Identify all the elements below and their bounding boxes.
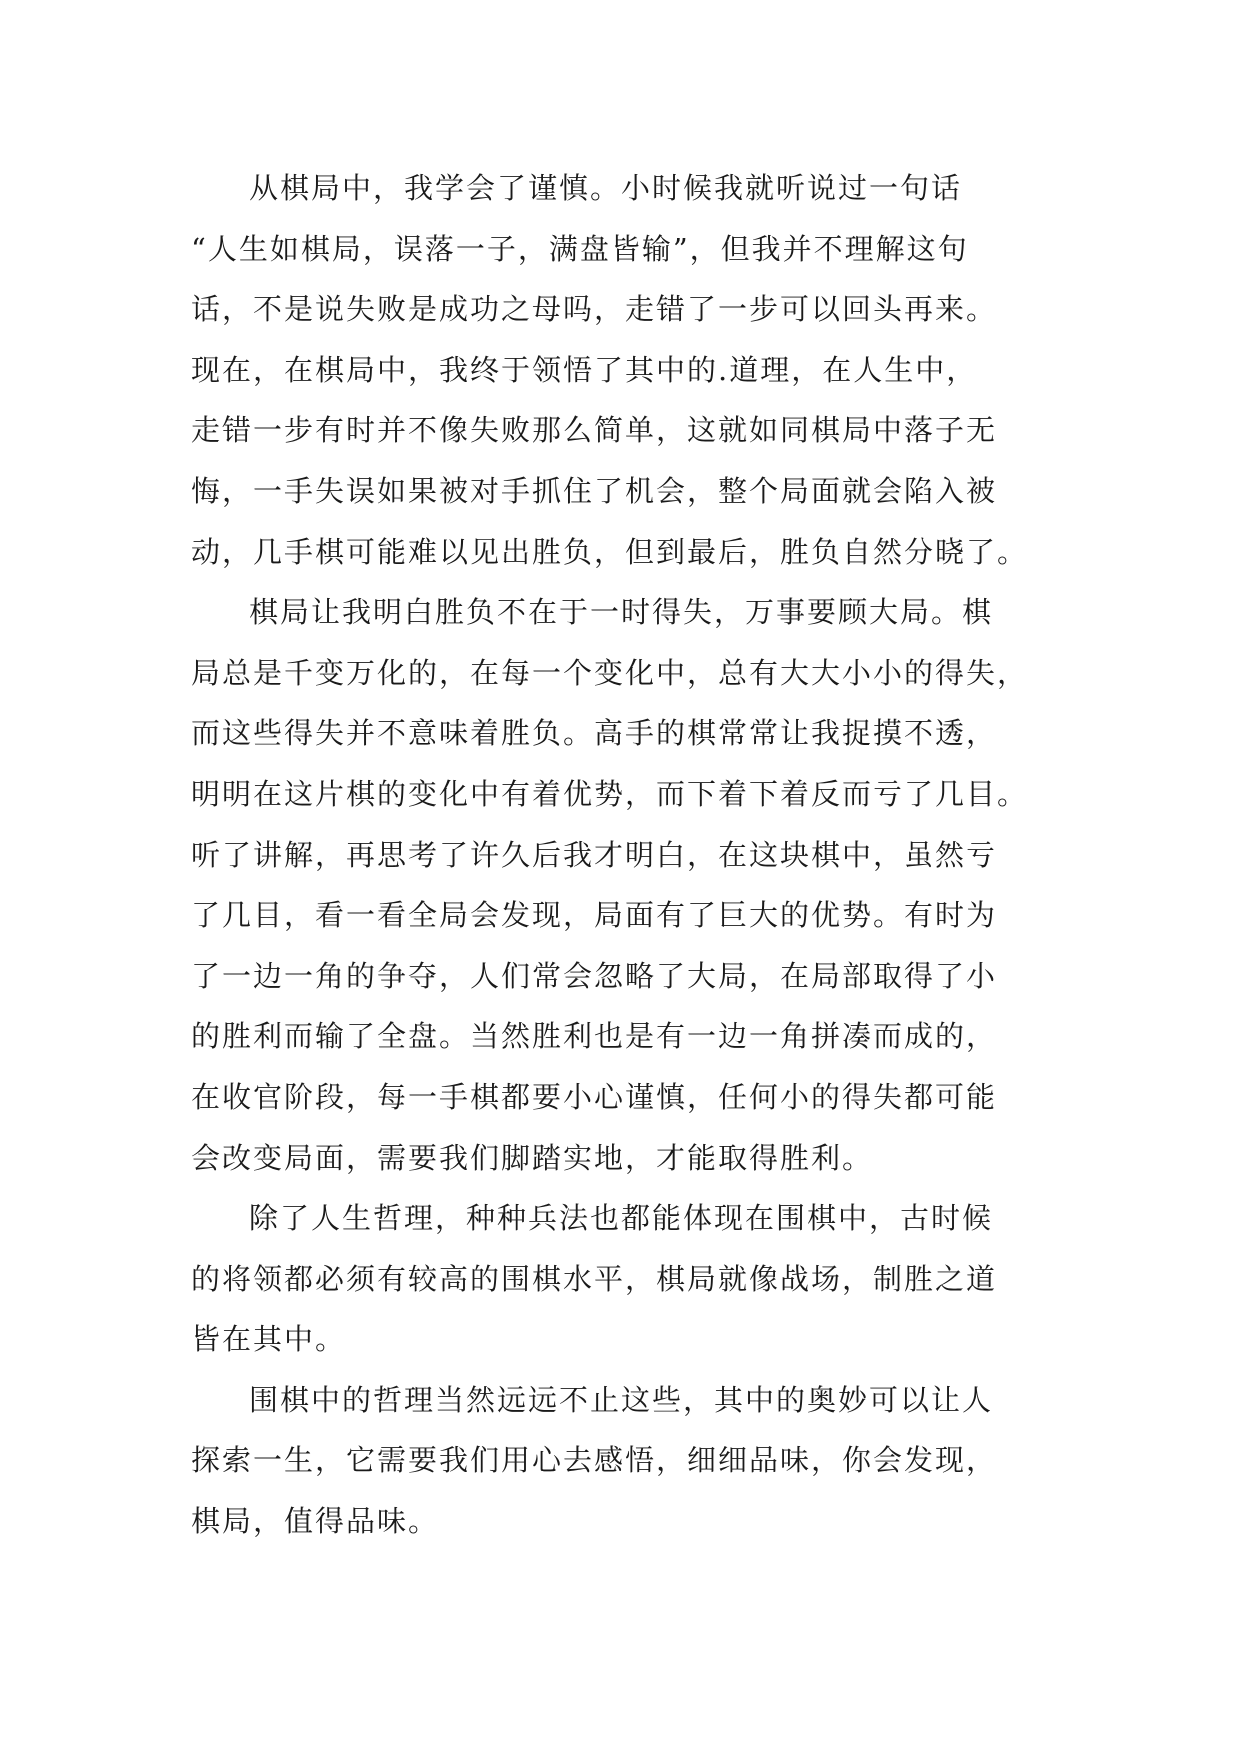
text-line: “人生如棋局，误落一子，满盘皆输”，但我并不理解这句 xyxy=(191,231,969,266)
text-line: 了几目，看一看全局会发现，局面有了巨大的优势。有时为 xyxy=(191,898,998,933)
text-line: 局总是千变万化的，在每一个变化中，总有大大小小的得失， xyxy=(191,655,1029,690)
text-line: 动，几手棋可能难以见出胜负，但到最后，胜负自然分晓了。 xyxy=(191,534,1029,569)
text-line: 现在，在棋局中，我终于领悟了其中的.道理，在人生中， xyxy=(191,352,978,387)
text-line: 的将领都必须有较高的围棋水平，棋局就像战场，制胜之道 xyxy=(191,1261,998,1296)
paragraph-3 xyxy=(191,1188,1071,1370)
text-line: 明明在这片棋的变化中有着优势，而下着下着反而亏了几目。 xyxy=(191,776,1029,811)
text-line: 听了讲解，再思考了许久后我才明白，在这块棋中，虽然亏 xyxy=(191,837,998,872)
essay-body xyxy=(191,158,1071,1552)
text-line: 了一边一角的争夺，人们常会忽略了大局，在局部取得了小 xyxy=(191,958,998,993)
text-line: 会改变局面，需要我们脚踏实地，才能取得胜利。 xyxy=(191,1140,874,1175)
text-line: 除了人生哲理，种种兵法也都能体现在围棋中，古时候 xyxy=(249,1201,994,1236)
text-line: 的胜利而输了全盘。当然胜利也是有一边一角拼凑而成的， xyxy=(191,1019,998,1054)
paragraph-4 xyxy=(191,1370,1071,1552)
text-line: 走错一步有时并不像失败那么简单，这就如同棋局中落子无 xyxy=(191,413,998,448)
text-line: 从棋局中，我学会了谨慎。小时候我就听说过一句话 xyxy=(249,171,963,205)
text-line: 而这些得失并不意味着胜负。高手的棋常常让我捉摸不透， xyxy=(191,716,998,751)
paragraph-1 xyxy=(191,158,1071,582)
text-line: 棋局，值得品味。 xyxy=(191,1504,440,1539)
text-line: 话，不是说失败是成功之母吗，走错了一步可以回头再来。 xyxy=(191,292,998,327)
text-line: 围棋中的哲理当然远远不止这些，其中的奥妙可以让人 xyxy=(249,1382,994,1417)
text-line: 悔，一手失误如果被对手抓住了机会，整个局面就会陷入被 xyxy=(191,473,998,508)
text-line: 皆在其中。 xyxy=(191,1322,347,1357)
text-line: 探索一生，它需要我们用心去感悟，细细品味，你会发现， xyxy=(191,1443,998,1478)
text-line: 棋局让我明白胜负不在于一时得失，万事要顾大局。棋 xyxy=(249,595,994,630)
paragraph-2 xyxy=(191,582,1071,1188)
text-line: 在收官阶段，每一手棋都要小心谨慎，任何小的得失都可能 xyxy=(191,1079,998,1114)
